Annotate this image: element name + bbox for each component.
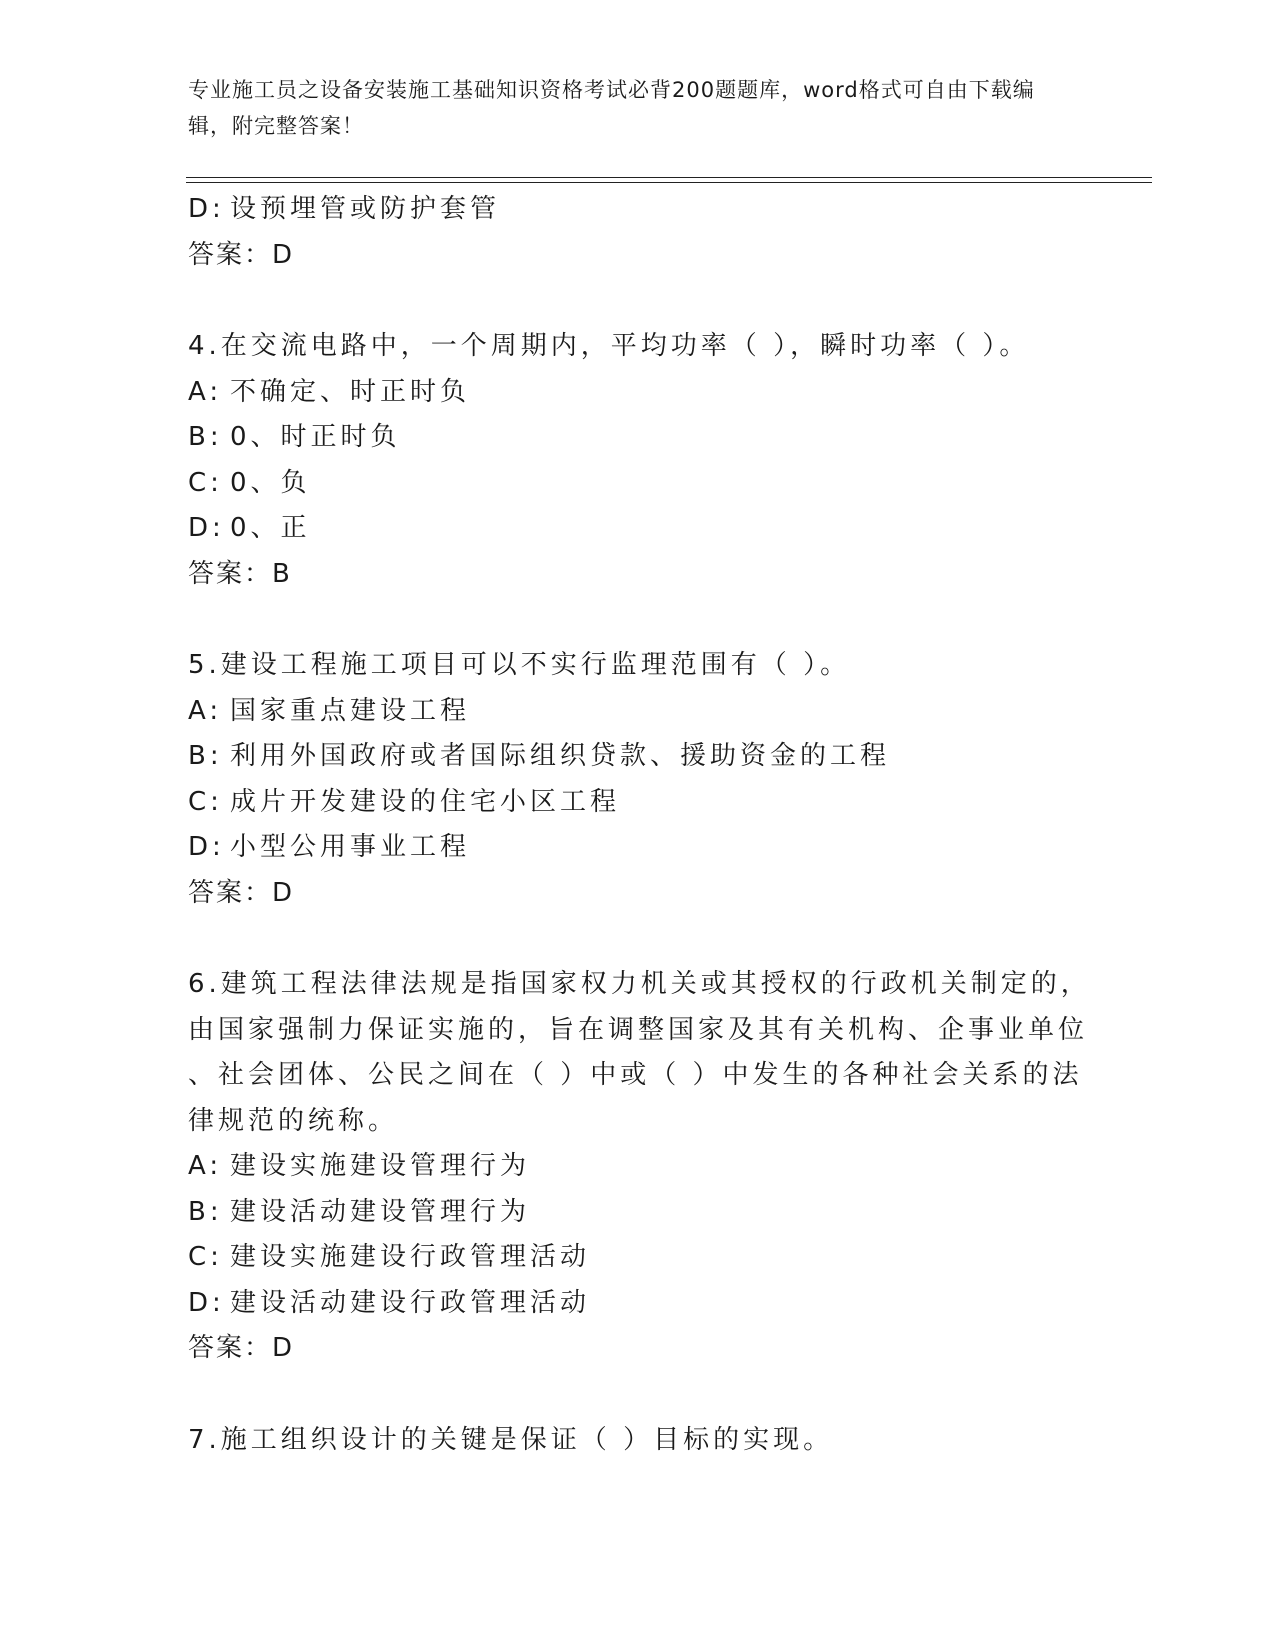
option-text: 国家重点建设工程 [230, 695, 471, 726]
option-text: 0、正 [230, 513, 311, 543]
option-letter: B: [188, 1196, 223, 1227]
answer-line: 答案：B [188, 558, 292, 589]
option-text: 不确定、时正时负 [230, 376, 471, 407]
option-c [188, 1235, 1068, 1281]
option-letter: C: [188, 786, 223, 817]
option-letter: A: [188, 695, 223, 726]
option-d [188, 187, 1068, 233]
option-text: 0、负 [230, 467, 311, 498]
option-b [188, 1190, 1068, 1236]
option-letter: D: [188, 832, 225, 862]
question-item [188, 324, 1068, 597]
option-text: 小型公用事业工程 [230, 832, 471, 862]
question-item [188, 187, 1068, 278]
answer-line: 答案：D [188, 239, 295, 270]
question-stem-line: 6.建筑工程法律法规是指国家权力机关或其授权的行政机关制定的， [188, 969, 1091, 999]
option-b [188, 415, 1068, 461]
option-text: 建设实施建设管理行为 [230, 1151, 531, 1181]
option-b [188, 734, 1068, 780]
option-text: 利用外国政府或者国际组织贷款、援助资金的工程 [230, 741, 891, 771]
spacer [188, 1372, 1068, 1418]
option-a [188, 689, 1068, 735]
option-text: 设预埋管或防护套管 [230, 194, 501, 224]
option-letter: A: [188, 1151, 223, 1181]
option-c [188, 780, 1068, 826]
question-list [188, 187, 1091, 1463]
question-stem-line: 由国家强制力保证实施的，旨在调整国家及其有关机构、企事业单位 [188, 1014, 1089, 1045]
option-letter: B: [188, 422, 223, 452]
option-letter: B: [188, 741, 223, 771]
header-divider-top [186, 177, 1152, 178]
header-divider-bottom [186, 182, 1152, 183]
document-header [188, 72, 1068, 144]
option-letter: A: [188, 376, 223, 407]
option-letter: C: [188, 467, 223, 498]
option-d [188, 825, 1068, 871]
option-text: 建设实施建设行政管理活动 [230, 1242, 591, 1272]
answer-line: 答案：D [188, 877, 295, 908]
option-letter: D: [188, 1287, 225, 1318]
question-item [188, 1418, 1068, 1464]
option-letter: C: [188, 1242, 223, 1272]
option-text: 建设活动建设管理行为 [230, 1196, 531, 1227]
question-stem: 4.在交流电路中，一个周期内，平均功率（ ），瞬时功率（ ）。 [188, 331, 1030, 361]
option-d [188, 506, 1068, 552]
question-stem: 5.建设工程施工项目可以不实行监理范围有（ ）。 [188, 650, 851, 680]
option-c [188, 461, 1068, 507]
option-text: 建设活动建设行政管理活动 [230, 1287, 591, 1318]
spacer [188, 916, 1068, 962]
option-d [188, 1281, 1068, 1327]
spacer [188, 278, 1068, 324]
question-item [188, 962, 1091, 1372]
question-stem-line: 律规范的统称。 [188, 1105, 399, 1136]
spacer [188, 597, 1068, 643]
option-text: 0、时正时负 [230, 422, 401, 452]
option-text: 成片开发建设的住宅小区工程 [230, 786, 621, 817]
question-item [188, 643, 1068, 916]
option-letter: D: [188, 513, 225, 543]
header-text: 专业施工员之设备安装施工基础知识资格考试必背200题题库，word格式可自由下载编辑，附完整答案！ [188, 78, 1035, 138]
question-stem-line: 、社会团体、公民之间在（ ）中或（ ）中发生的各种社会关系的法 [188, 1060, 1083, 1090]
option-a [188, 370, 1068, 416]
option-letter: D: [188, 194, 225, 224]
question-stem: 7.施工组织设计的关键是保证（ ）目标的实现。 [188, 1424, 834, 1455]
option-a [188, 1144, 1068, 1190]
answer-line: 答案：D [188, 1333, 295, 1363]
